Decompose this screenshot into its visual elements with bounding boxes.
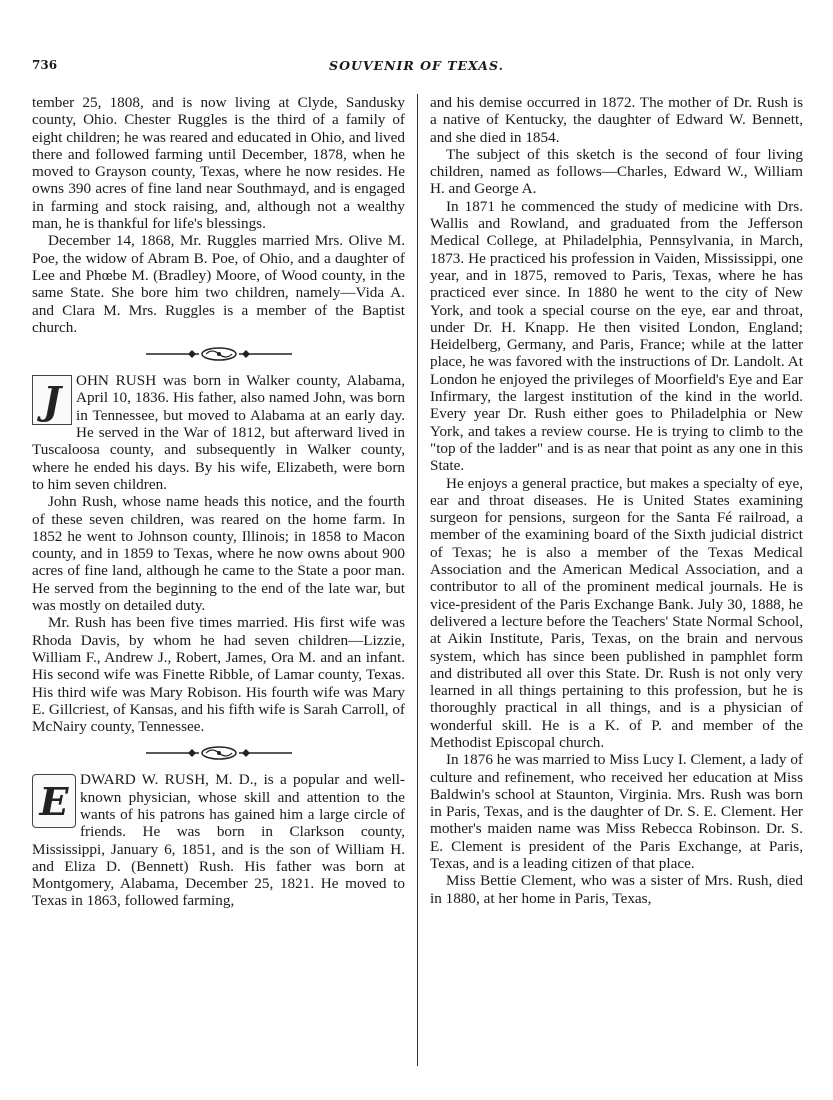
edward-rush-paragraph-2: and his demise occurred in 1872. The mother of Dr. Rush is a native of Kentucky, the daughter of Edward W. Bennett, and she died in 1854. bbox=[430, 94, 803, 146]
john-rush-paragraph-1 bbox=[32, 372, 405, 493]
column-divider bbox=[417, 94, 418, 1066]
edward-rush-intro: is a popular and well-known physician, whose skill and attention to the wants of his patrons has gained him a large circle of friends. He was born in Clarkson county, Mississippi, January 6, 1851, and is the son of William H. and Eliza D. (Bennett) Rush. His father was born at Montgomery, Alabama, December 25, 1821. He moved to Texas in 1863, followed farming, bbox=[32, 771, 405, 910]
ornament-icon bbox=[144, 746, 294, 760]
edward-rush-paragraph-7: Miss Bettie Clement, who was a sister of Mrs. Rush, died in 1880, at her home in Paris, Texas, bbox=[430, 872, 803, 907]
edward-rush-name: DWARD W. RUSH, M. D., bbox=[80, 771, 258, 789]
edward-rush-paragraph-4: In 1871 he commenced the study of medicine with Drs. Wallis and Rowland, and graduated from the Jefferson Medical College, at Philadelphia, Pennsylvania, in March, 1873. He practiced his profession in Vaiden, Mississippi, one year, and in 1875, removed to Paris, Texas, where he has practiced ever since. In 1880 he went to the city of New York, and took a special course on the eye, ear and throat, under Dr. H. Knapp. He then visited London, England; Heidelberg, Germany, and Paris, France; while at the latter place, he was favored with the instructions of Dr. Landolt. At London he enjoyed the privileges of Moorfield's Eye and Ear Infirmary, the largest institution of the kind in the world. Every year Dr. Rush either goes to Philadelphia or New York, and takes a review course. He is trying to climb to the "top of the ladder" and is as near that point as any one in this State. bbox=[430, 197, 803, 475]
drop-cap-e: E bbox=[32, 774, 76, 828]
right-column bbox=[430, 94, 803, 907]
john-rush-name: OHN RUSH bbox=[76, 372, 157, 390]
section-ornament bbox=[32, 735, 405, 771]
ruggles-paragraph-2: December 14, 1868, Mr. Ruggles married Mrs. Olive M. Poe, the widow of Abram B. Poe, of Ohio, and a daughter of Lee and Phœbe M. (Bradley) Moore, of Wood county, in the same State. She bore him two children, namely—Vida A. and Clara M. Mrs. Ruggles is a member of the Baptist church. bbox=[32, 232, 405, 336]
edward-rush-paragraph-5: He enjoys a general practice, but makes a specialty of eye, ear and throat diseases. He is United States examining surgeon for pensions, surgeon for the Santa Fé railroad, a member of the examining board of the Sixth judicial district of Texas; he is also a member of the Texas Medical Association and the American Medical Association, and a contributor to all of the prominent medical journals. He is vice-president of the Paris Exchange Bank. July 30, 1888, he delivered a lecture before the Teachers' State Normal School, at Aikin Institute, Paris, Texas, on the brain and nervous system, which has since been published in pamphlet form and distributed all over this State. Dr. Rush is not only very learned in all things pertaining to this profession, but he is thoroughly practical in all things, and is a physician of wonderful skill. He is a K. of P. and member of the Methodist Episcopal church. bbox=[430, 474, 803, 751]
drop-cap-j: J bbox=[32, 375, 72, 425]
running-title: SOUVENIR OF TEXAS. bbox=[329, 58, 504, 73]
ruggles-paragraph-1: tember 25, 1808, and is now living at Clyde, Sandusky county, Ohio. Chester Ruggles is the third of a family of eight children; he was reared and educated in Ohio, and lived there and followed farming until December, 1878, when he moved to Grayson county, Texas, where he now resides. He owns 390 acres of fine land near Southmayd, and is engaged in farming and stock raising, and, although not a wealthy man, he is thankful for life's blessings. bbox=[32, 94, 405, 233]
section-ornament bbox=[32, 336, 405, 372]
john-rush-biography bbox=[32, 372, 405, 735]
left-column bbox=[32, 94, 405, 910]
edward-rush-paragraph-3: The subject of this sketch is the second of four living children, named as follows—Charles, Edward W., William H. and George A. bbox=[430, 145, 803, 198]
john-rush-intro: was born in Walker county, Alabama, April 10, 1836. His father, also named John, was born in Tennessee, but moved to Alabama at an early day. He served in the War of 1812, but afterward lived in Tuscaloosa county, and subsequently in Walker county, where he ended his days. By his wife, Elizabeth, were born to him seven children. bbox=[32, 372, 406, 493]
edward-rush-paragraph-1 bbox=[32, 771, 405, 909]
edward-rush-paragraph-6: In 1876 he was married to Miss Lucy I. Clement, a lady of culture and refinement, who received her education at Miss Baldwin's school at Staunton, Virginia. Mrs. Rush was born in Paris, Texas, and is the daughter of Dr. S. E. Clement. Her mother's maiden name was Miss Rebecca Robinson. Dr. S. E. Clement is president of the Paris Exchange, at Paris, Texas, and is a leading citizen of that place. bbox=[430, 751, 803, 873]
page-header bbox=[0, 58, 833, 78]
john-rush-paragraph-3: Mr. Rush has been five times married. His first wife was Rhoda Davis, by whom he had seven children—Lizzie, William F., Andrew J., Robert, James, Ora M. and an infant. His second wife was Finette Ribble, of Lamar county, Texas. His third wife was Mary Robison. His fourth wife was Mary E. Gillcriest, of Kansas, and his fifth wife is Sarah Carroll, of McNairy county, Tennessee. bbox=[32, 614, 405, 736]
ornament-icon bbox=[144, 347, 294, 361]
john-rush-paragraph-2: John Rush, whose name heads this notice, and the fourth of these seven children, was reared on the home farm. In 1852 he went to Johnson county, Illinois; in 1858 to Macon county, and in 1859 to Texas, where he now owns about 900 acres of fine land, although he came to the State a poor man. He served from the beginning to the end of the late war, but was mostly on detailed duty. bbox=[32, 493, 405, 615]
edward-rush-biography bbox=[32, 771, 405, 909]
page-number: 736 bbox=[32, 58, 58, 72]
